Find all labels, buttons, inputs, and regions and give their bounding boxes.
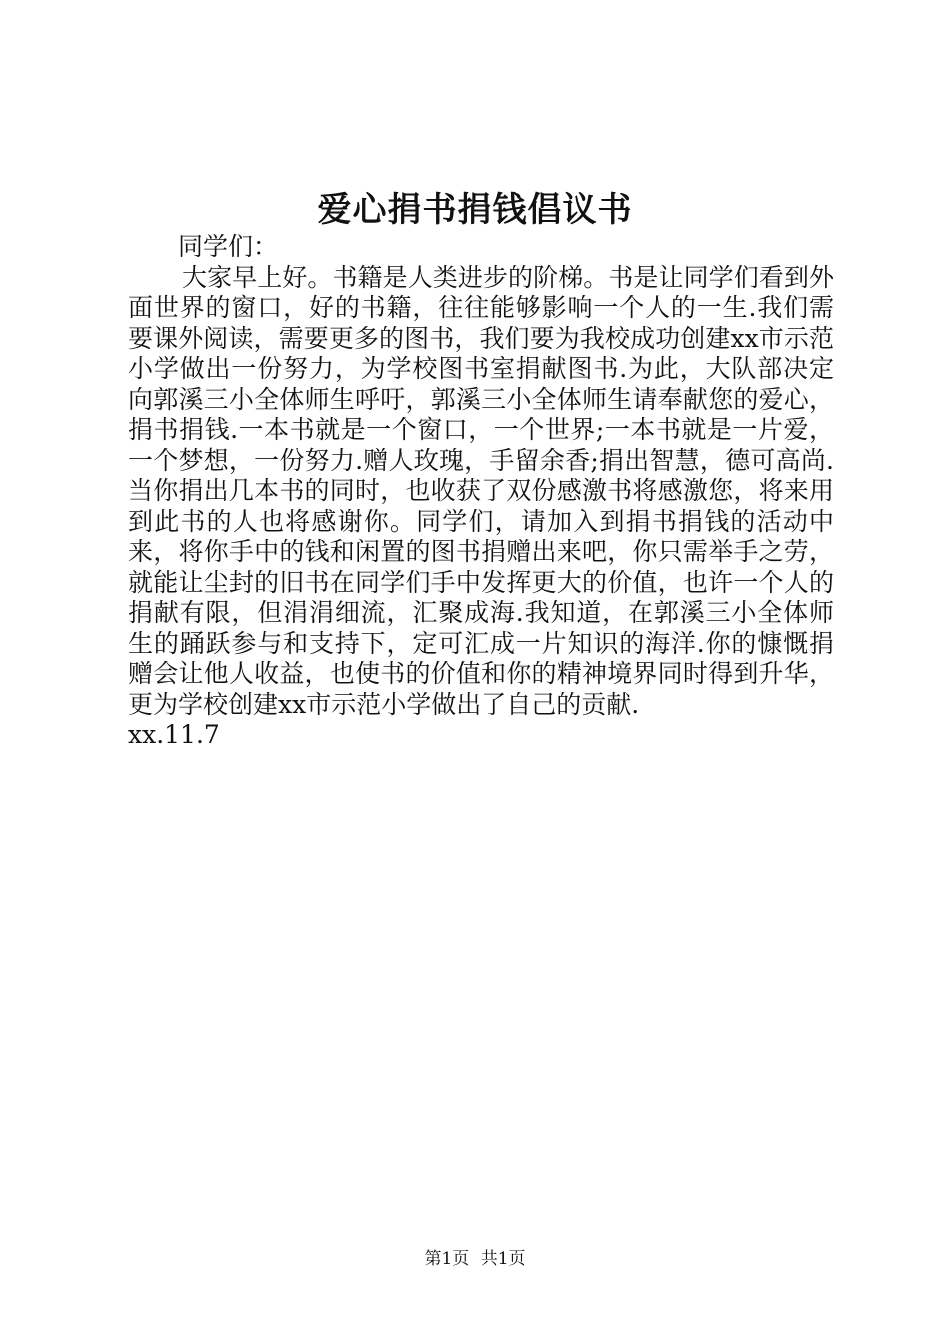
document-date: xx.11.7 [128,720,220,749]
main-paragraph: 大家早上好。书籍是人类进步的阶梯。书是让同学们看到外面世界的窗口，好的书籍，往往能够影响一个人的一生.我们需要课外阅读，需要更多的图书，我们要为我校成功创建xx市示范小学做出一份努力，为学校图书室捐献图书.为此，大队部决定向郭溪三小全体师生呼吁，郭溪三小全体师生请奉献您的爱心，捐书捐钱.一本书就是一个窗口，一个世界;一本书就是一片爱，一个梦想，一份努力.赠人玫瑰，手留余香;捐出智慧，德可高尚.当你捐出几本书的同时，也收获了双份感激书将感激您，将来用到此书的人也将感谢你。同学们，请加入到捐书捐钱的活动中来，将你手中的钱和闲置的图书捐赠出来吧，你只需举手之劳，就能让尘封的旧书在同学们手中发挥更大的价值，也许一个人的捐献有限，但涓涓细流，汇聚成海.我知道，在郭溪三小全体师生的踊跃参与和支持下，定可汇成一片知识的海洋.你的慷慨捐赠会让他人收益，也使书的价值和你的精神境界同时得到升华，更为学校创建xx市示范小学做出了自己的贡献. [128,262,834,719]
document-body [128,232,834,751]
document-title: 爱心捐书捐钱倡议书 [317,190,633,230]
greeting: 同学们： [178,232,279,261]
page-footer: 第1页 共1页 [424,1249,526,1269]
